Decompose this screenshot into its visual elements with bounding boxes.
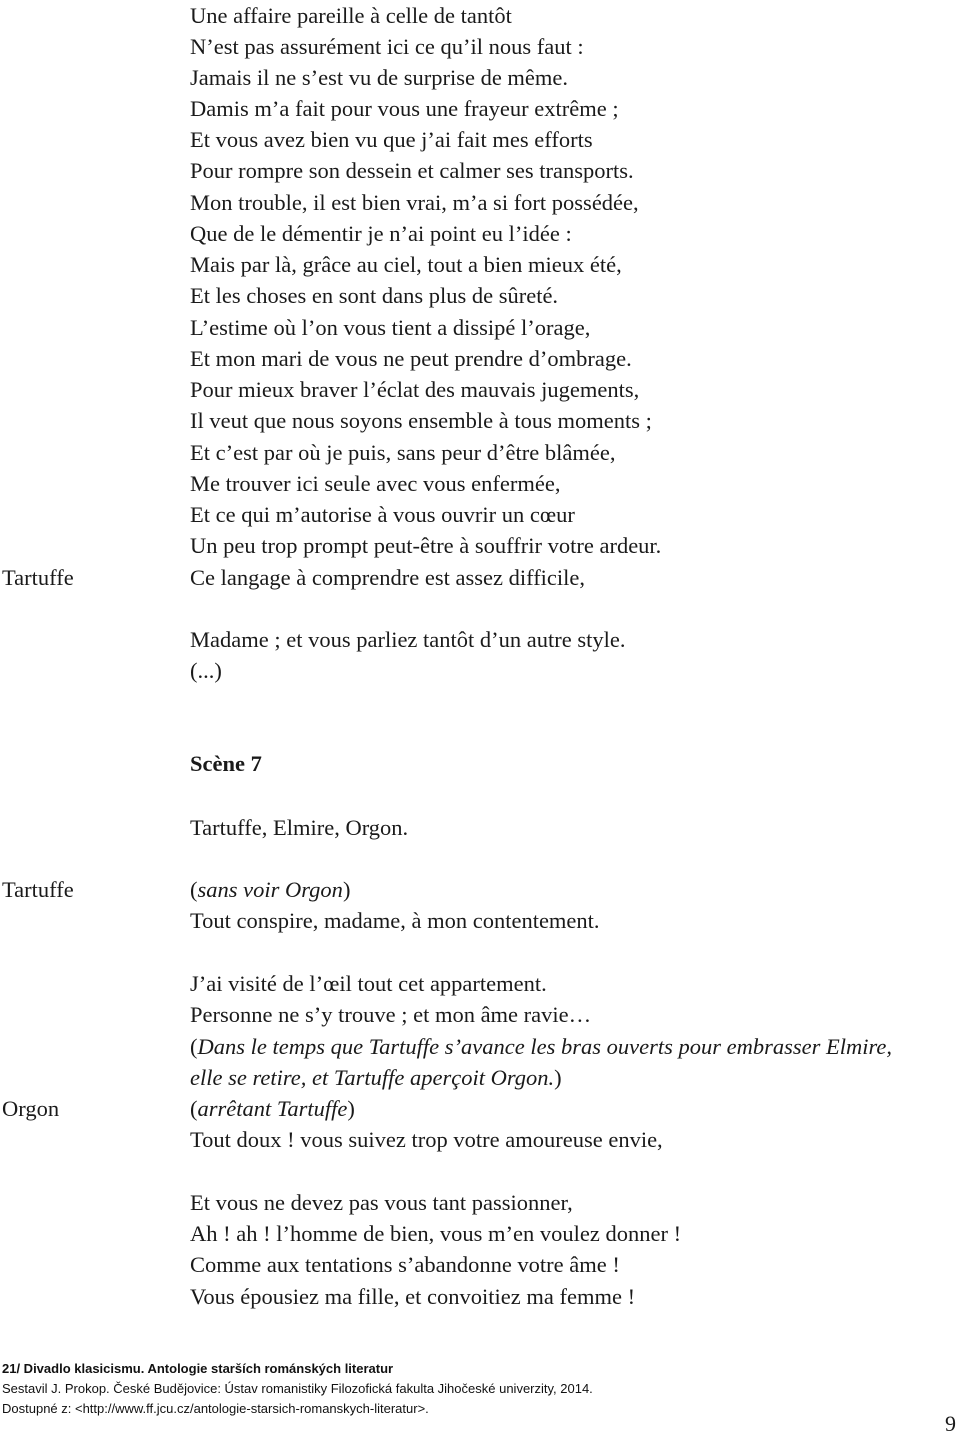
verse-line: Il veut que nous soyons ensemble à tous moments ; bbox=[190, 408, 652, 433]
stage-direction-text: Dans le temps que Tartuffe s’avance les bras ouverts pour embrasser Elmire, bbox=[197, 1034, 893, 1059]
verse-line: Un peu trop prompt peut-être à souffrir votre ardeur. bbox=[190, 533, 662, 558]
stage-direction-text: arrêtant Tartuffe bbox=[197, 1096, 348, 1121]
verse-line: Vous épousiez ma fille, et convoitiez ma femme ! bbox=[190, 1284, 636, 1309]
verse-line: Ce langage à comprendre est assez difficile, bbox=[190, 565, 586, 590]
footer-source: Dostupné z: <http://www.ff.jcu.cz/antologie-starsich-romanskych-literatur>. bbox=[2, 1401, 429, 1416]
footer-title: 21/ Divadlo klasicismu. Antologie starších románských literatur bbox=[2, 1361, 394, 1376]
paren-close: ) bbox=[554, 1065, 562, 1090]
verse-line: Damis m’a fait pour vous une frayeur extrême ; bbox=[190, 96, 619, 121]
verse-line: Tout doux ! vous suivez trop votre amoureuse envie, bbox=[190, 1127, 663, 1152]
verse-line: Et ce qui m’autorise à vous ouvrir un cœur bbox=[190, 502, 575, 527]
verse-line: Et mon mari de vous ne peut prendre d’ombrage. bbox=[190, 346, 632, 371]
ellipsis-marker: (...) bbox=[190, 658, 222, 683]
stage-direction-text: elle se retire, et Tartuffe aperçoit Orgon. bbox=[190, 1065, 555, 1090]
verse-line: Jamais il ne s’est vu de surprise de même. bbox=[190, 65, 569, 90]
verse-line: J’ai visité de l’œil tout cet appartement. bbox=[190, 971, 547, 996]
stage-direction bbox=[190, 1093, 355, 1124]
scene-title: Scène 7 bbox=[190, 751, 262, 776]
speaker-name: Tartuffe bbox=[2, 565, 74, 590]
scene-characters: Tartuffe, Elmire, Orgon. bbox=[190, 815, 409, 840]
verse-line: Personne ne s’y trouve ; et mon âme ravie… bbox=[190, 1002, 592, 1027]
verse-line: N’est pas assurément ici ce qu’il nous faut : bbox=[190, 34, 584, 59]
paren-open: ( bbox=[190, 1034, 198, 1059]
verse-line: Tout conspire, madame, à mon contentement. bbox=[190, 908, 600, 933]
speaker-name: Orgon bbox=[2, 1096, 60, 1121]
stage-direction bbox=[190, 1062, 562, 1093]
paren-close: ) bbox=[347, 1096, 355, 1121]
verse-line: Pour rompre son dessein et calmer ses transports. bbox=[190, 158, 634, 183]
verse-line: Comme aux tentations s’abandonne votre âme ! bbox=[190, 1252, 620, 1277]
paren-open: ( bbox=[190, 877, 198, 902]
verse-line: Et c’est par où je puis, sans peur d’être blâmée, bbox=[190, 440, 616, 465]
paren-open: ( bbox=[190, 1096, 198, 1121]
stage-direction-text: sans voir Orgon bbox=[197, 877, 343, 902]
footer-citation: Sestavil J. Prokop. České Budějovice: Ústav romanistiky Filozofická fakulta Jihočeské univerzity, 2014. bbox=[2, 1381, 593, 1396]
verse-line: Me trouver ici seule avec vous enfermée, bbox=[190, 471, 561, 496]
verse-line: Et vous ne devez pas vous tant passionner, bbox=[190, 1190, 573, 1215]
verse-line: Et vous avez bien vu que j’ai fait mes efforts bbox=[190, 127, 593, 152]
verse-line: Une affaire pareille à celle de tantôt bbox=[190, 3, 512, 28]
verse-line: Mon trouble, il est bien vrai, m’a si fort possédée, bbox=[190, 190, 639, 215]
verse-line: Mais par là, grâce au ciel, tout a bien mieux été, bbox=[190, 252, 622, 277]
verse-line: Ah ! ah ! l’homme de bien, vous m’en voulez donner ! bbox=[190, 1221, 682, 1246]
speaker-name: Tartuffe bbox=[2, 877, 74, 902]
stage-direction bbox=[190, 874, 350, 905]
verse-line: Et les choses en sont dans plus de sûreté. bbox=[190, 283, 559, 308]
page-number: 9 bbox=[945, 1411, 956, 1436]
paren-close: ) bbox=[342, 877, 351, 902]
stage-direction bbox=[190, 1031, 892, 1062]
verse-line: Pour mieux braver l’éclat des mauvais jugements, bbox=[190, 377, 640, 402]
verse-line: Madame ; et vous parliez tantôt d’un autre style. bbox=[190, 627, 626, 652]
verse-line: L’estime où l’on vous tient a dissipé l’orage, bbox=[190, 315, 591, 340]
verse-line: Que de le démentir je n’ai point eu l’idée : bbox=[190, 221, 572, 246]
